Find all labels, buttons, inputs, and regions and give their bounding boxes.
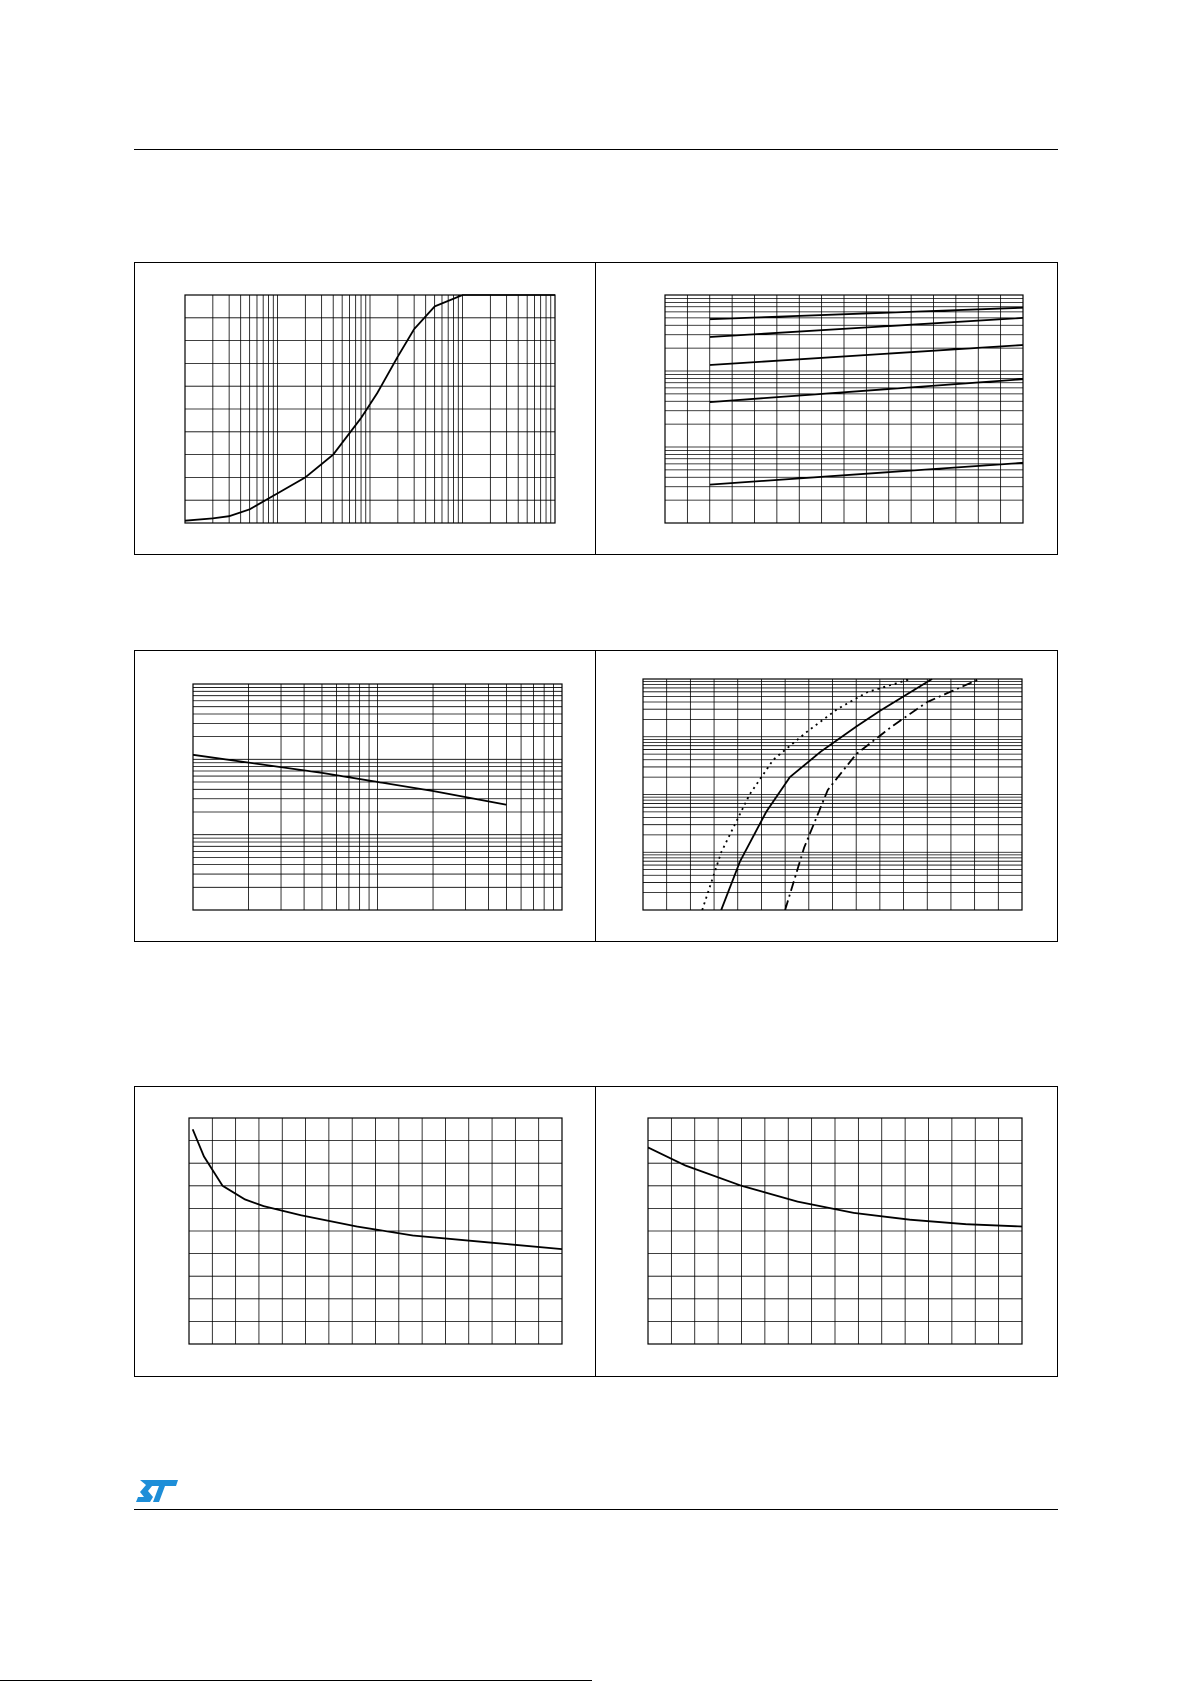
st-logo-shape bbox=[136, 1480, 178, 1502]
page-bottom-line bbox=[0, 1680, 592, 1681]
row-divider bbox=[595, 263, 596, 554]
chart-2 bbox=[665, 295, 1023, 523]
chart-6 bbox=[648, 1118, 1022, 1344]
row-divider bbox=[595, 651, 596, 941]
footer-rule bbox=[134, 1509, 1058, 1510]
grid-lines bbox=[648, 1118, 1022, 1344]
series-line-1 bbox=[193, 755, 507, 805]
row-divider bbox=[595, 1087, 596, 1376]
grid-lines bbox=[185, 295, 555, 523]
chart-5 bbox=[189, 1118, 562, 1344]
st-logo-icon bbox=[134, 1478, 180, 1504]
chart-4 bbox=[643, 679, 1022, 910]
grid-lines bbox=[643, 679, 1022, 910]
grid-lines bbox=[193, 684, 562, 910]
grid-lines bbox=[189, 1118, 562, 1344]
chart-3 bbox=[193, 684, 562, 910]
header-rule bbox=[134, 149, 1058, 150]
chart-1 bbox=[185, 295, 555, 523]
